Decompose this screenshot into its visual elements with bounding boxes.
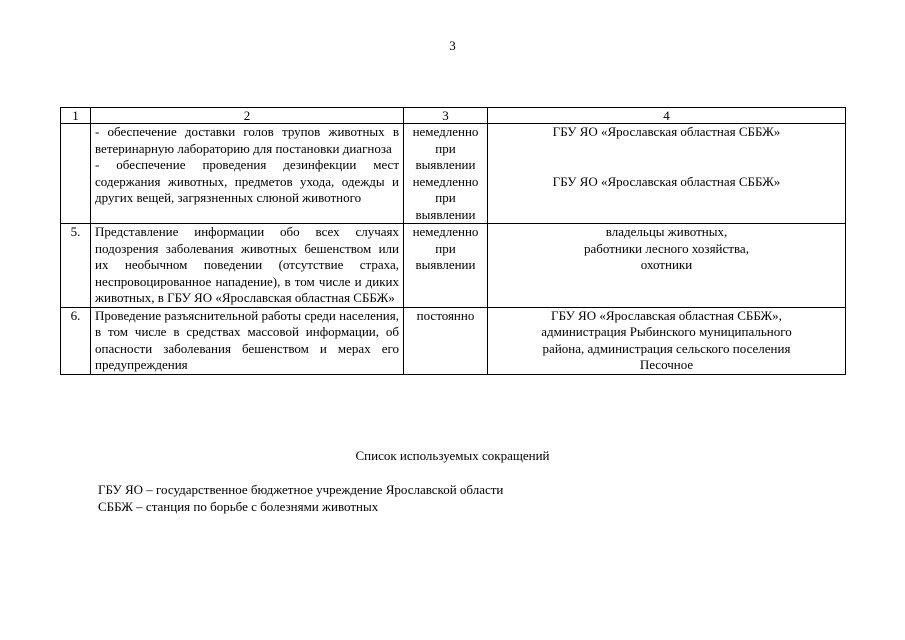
row-number xyxy=(61,124,91,224)
measure-text: - обеспечение проведения дезинфекции мест содержания животных, предметов ухода, одежды и других вещей, загрязненных слюной животного xyxy=(95,157,399,205)
measure-text: - обеспечение доставки голов трупов животных в ветеринарную лабораторию для постановки диагноза xyxy=(95,124,399,156)
abbreviation-item: ГБУ ЯО – государственное бюджетное учреждение Ярославской области xyxy=(98,482,504,497)
row-number: 6. xyxy=(61,307,91,374)
abbreviations-title: Список используемых сокращений xyxy=(355,448,550,463)
responsible-cell xyxy=(488,307,846,374)
responsible-line: района, администрация сельского поселения xyxy=(542,340,791,356)
table-header-row xyxy=(61,108,846,124)
header-cell: 3 xyxy=(404,108,488,124)
table-row xyxy=(61,124,846,224)
abbreviation-item: СББЖ – станция по борьбе с болезнями животных xyxy=(98,499,379,514)
responsible-line: охотники xyxy=(640,257,693,272)
measure-text: Представление информации обо всех случаях подозрения заболевания животных бешенством или их необычном поведении (отсутствие страха, неспровоцированное нападение), в том числе и диких животных, в ГБУ ЯО «Ярославская областная СББЖ» xyxy=(91,224,404,308)
row-number: 5. xyxy=(61,224,91,308)
term-text: немедленно при выявлении xyxy=(412,173,479,222)
responsible-cell xyxy=(488,124,846,224)
responsible-text: ГБУ ЯО «Ярославская областная СББЖ» xyxy=(552,173,781,189)
responsible-line: владельцы животных, xyxy=(605,224,728,239)
responsible-cell xyxy=(488,224,846,308)
header-cell: 1 xyxy=(61,108,91,124)
term-text: немедленно при выявлении xyxy=(404,224,488,308)
responsible-line: администрация Рыбинского муниципального xyxy=(541,324,792,339)
measure-text: Проведение разъяснительной работы среди населения, в том числе в средствах массовой информации, об опасности заболевания бешенством и мерах его предупреждения xyxy=(91,307,404,374)
responsible-line: ГБУ ЯО «Ярославская областная СББЖ», xyxy=(551,307,782,323)
measure-cell xyxy=(91,124,404,224)
measures-table xyxy=(60,107,846,375)
table-row xyxy=(61,224,846,308)
page-number: 3 xyxy=(449,38,456,53)
responsible-line: Песочное xyxy=(639,357,694,372)
term-cell xyxy=(404,124,488,224)
header-cell: 4 xyxy=(488,108,846,124)
term-text: постоянно xyxy=(404,307,488,374)
responsible-line: работники лесного хозяйства, xyxy=(584,240,749,256)
term-text: немедленно при выявлении xyxy=(412,124,479,172)
responsible-text: ГБУ ЯО «Ярославская областная СББЖ» xyxy=(552,124,781,139)
header-cell: 2 xyxy=(91,108,404,124)
table-row xyxy=(61,307,846,374)
